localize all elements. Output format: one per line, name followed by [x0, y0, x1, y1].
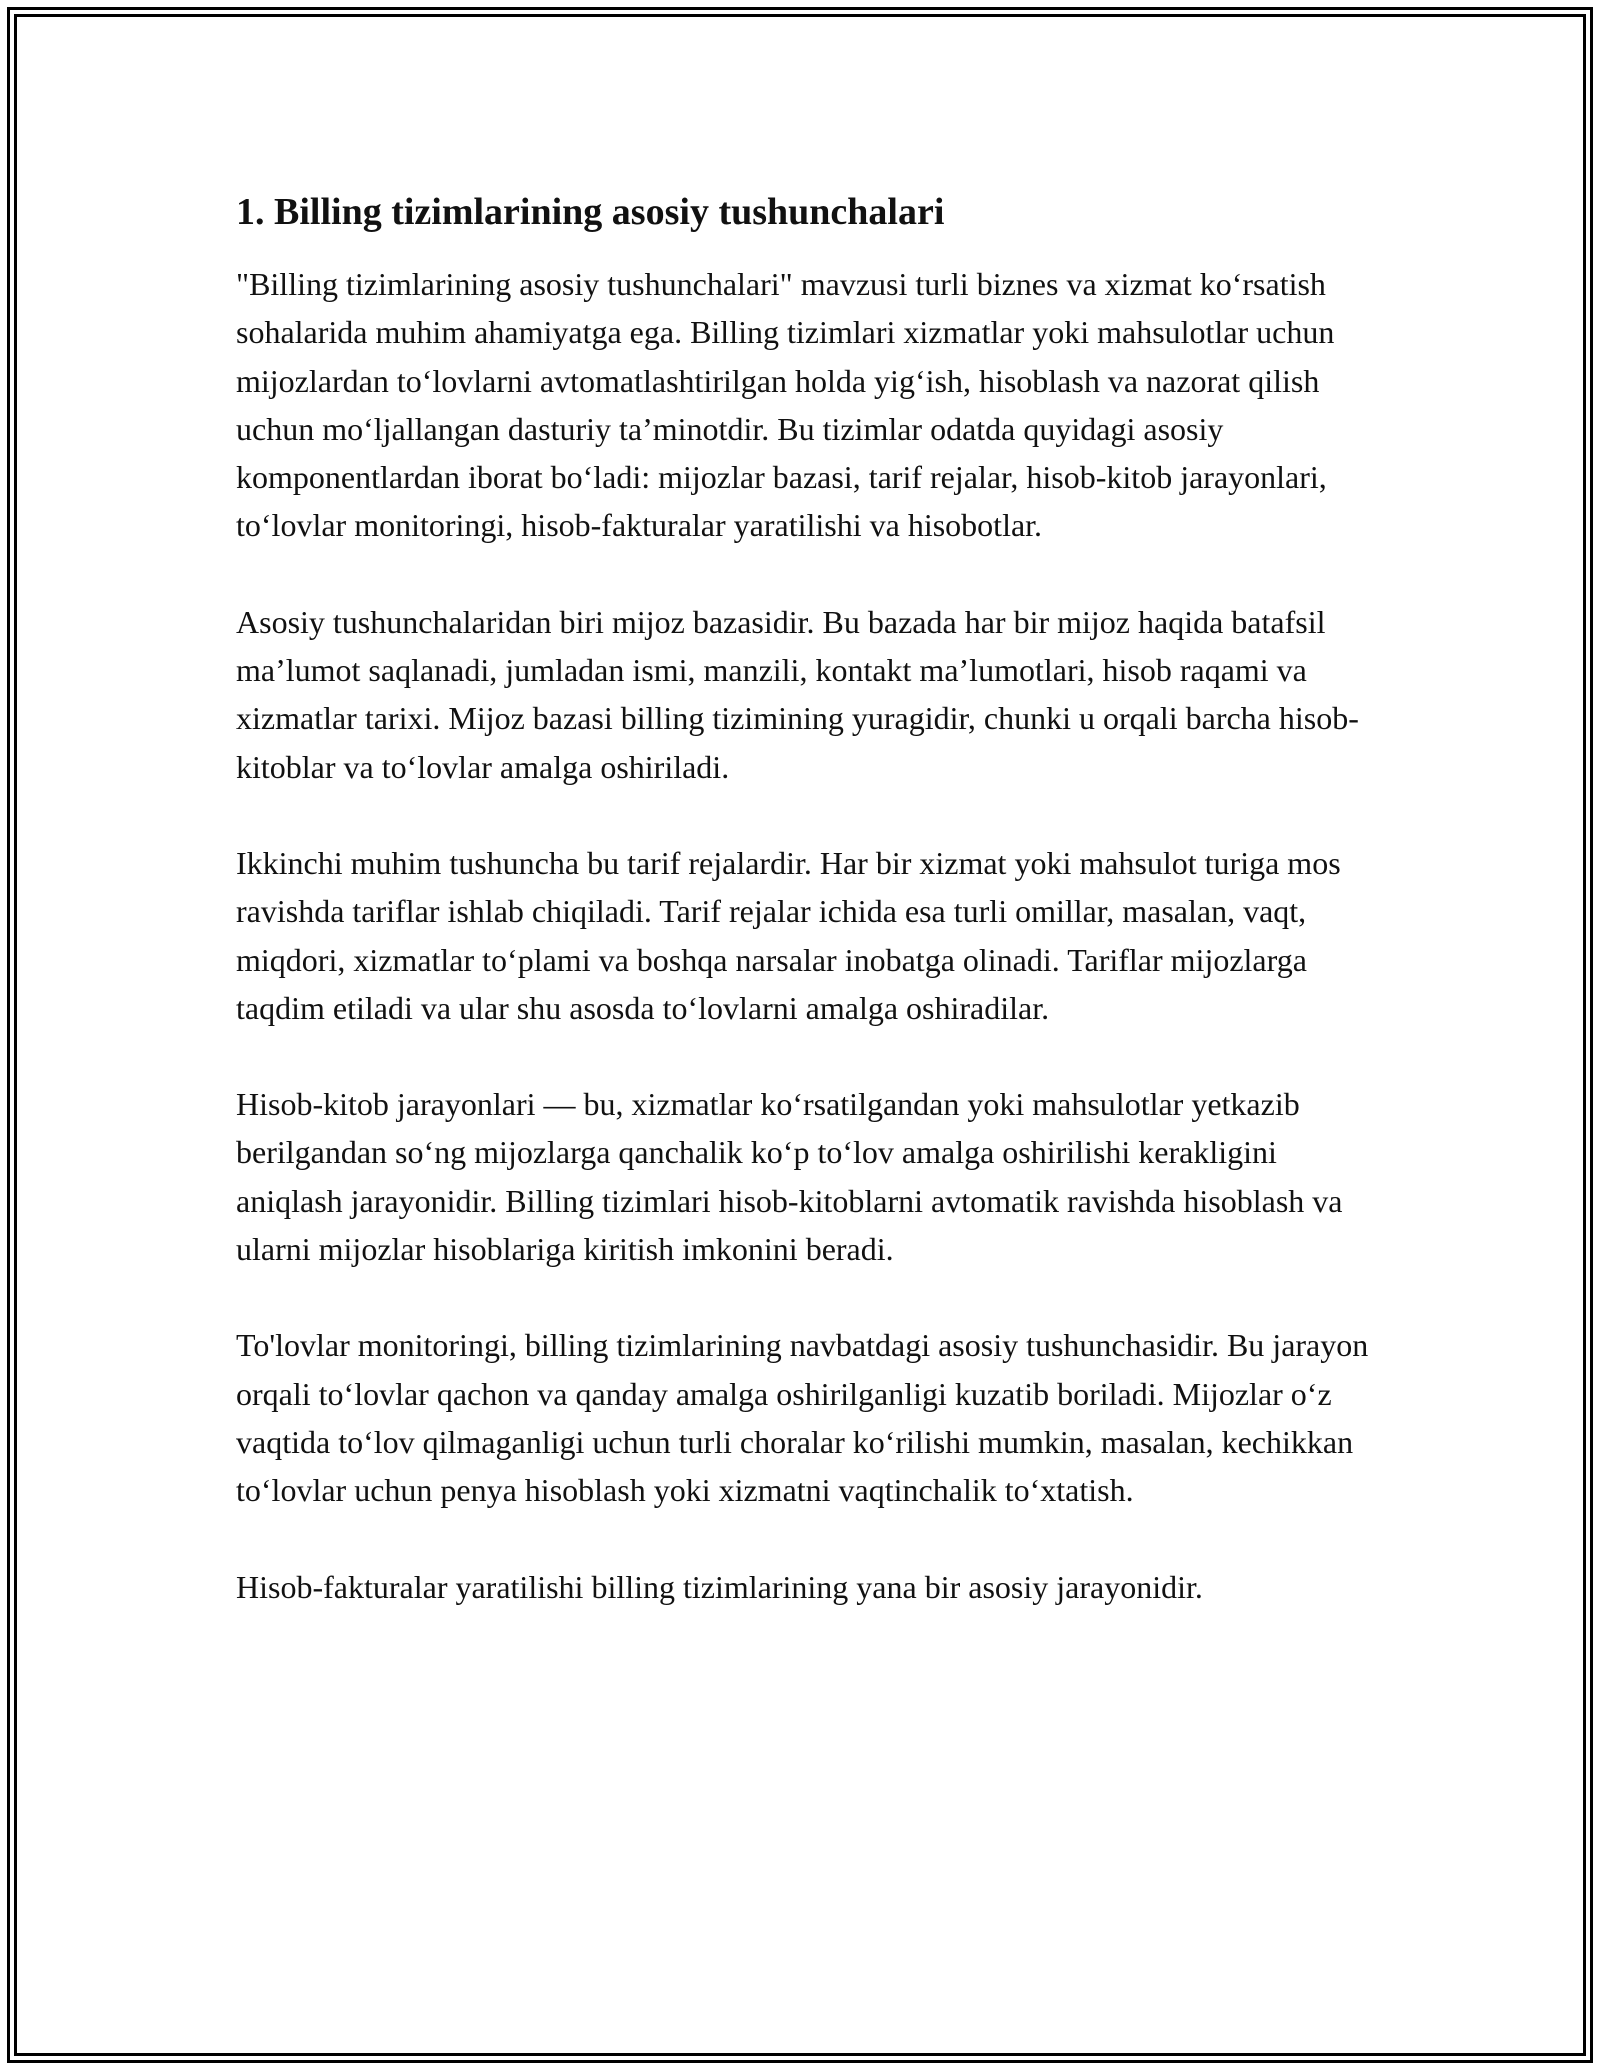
- paragraph-billing-process: Hisob-kitob jarayonlari — bu, xizmatlar ko‘rsatilgandan yoki mahsulotlar yetkazib berilgandan so‘ng mijozlarga qanchalik ko‘p to‘lov amalga oshirilishi kerakligini aniqlash jarayonidir. Billing tizimlari hisob-kitoblarni avtomatik ravishda hisoblash va ularni mijozlar hisoblariga kiritish imkonini beradi.: [236, 1086, 1343, 1268]
- paragraph-payment-monitoring: To'lovlar monitoringi, billing tizimlarining navbatdagi asosiy tushunchasidir. Bu jarayon orqali to‘lovlar qachon va qanday amalga oshirilganligi kuzatib boriladi. Mijozlar o‘z vaqtida to‘lov qilmaganligi uchun turli choralar ko‘rilishi mumkin, masalan, kechikkan to‘lovlar uchun penya hisoblash yoki xizmatni vaqtinchalik to‘xtatish.: [236, 1327, 1369, 1509]
- paragraph-intro: "Billing tizimlarining asosiy tushunchalari" mavzusi turli biznes va xizmat ko‘rsatish sohalarida muhim ahamiyatga ega. Billing tizimlari xizmatlar yoki mahsulotlar uchun mijozlardan to‘lovlarni avtomatlashtirilgan holda yig‘ish, hisoblash va nazorat qilish uchun mo‘ljallangan dasturiy ta’minotdir. Bu tizimlar odatda quyidagi asosiy komponentlardan iborat bo‘ladi: mijozlar bazasi, tarif rejalar, hisob-kitob jarayonlari, to‘lovlar monitoringi, hisob-fakturalar yaratilishi va hisobotlar.: [236, 266, 1335, 544]
- paragraph-customer-base: Asosiy tushunchalaridan biri mijoz bazasidir. Bu bazada har bir mijoz haqida batafsil ma’lumot saqlanadi, jumladan ismi, manzili, kontakt ma’lumotlari, hisob raqami va xizmatlar tarixi. Mijoz bazasi billing tizimining yuragidir, chunki u orqali barcha hisob-kitoblar va to‘lovlar amalga oshiriladi.: [236, 603, 1359, 785]
- document-body: [236, 186, 1386, 1611]
- paragraph-invoices: Hisob-fakturalar yaratilishi billing tizimlarining yana bir asosiy jarayonidir.: [236, 1568, 1203, 1605]
- paragraph-tariff-plans: Ikkinchi muhim tushuncha bu tarif rejalardir. Har bir xizmat yoki mahsulot turiga mos ravishda tariflar ishlab chiqiladi. Tarif rejalar ichida esa turli omillar, masalan, vaqt, miqdori, xizmatlar to‘plami va boshqa narsalar inobatga olinadi. Tariflar mijozlarga taqdim etiladi va ular shu asosda to‘lovlarni amalga oshiradilar.: [236, 844, 1341, 1026]
- section-heading: 1. Billing tizimlarining asosiy tushunchalari: [236, 191, 945, 233]
